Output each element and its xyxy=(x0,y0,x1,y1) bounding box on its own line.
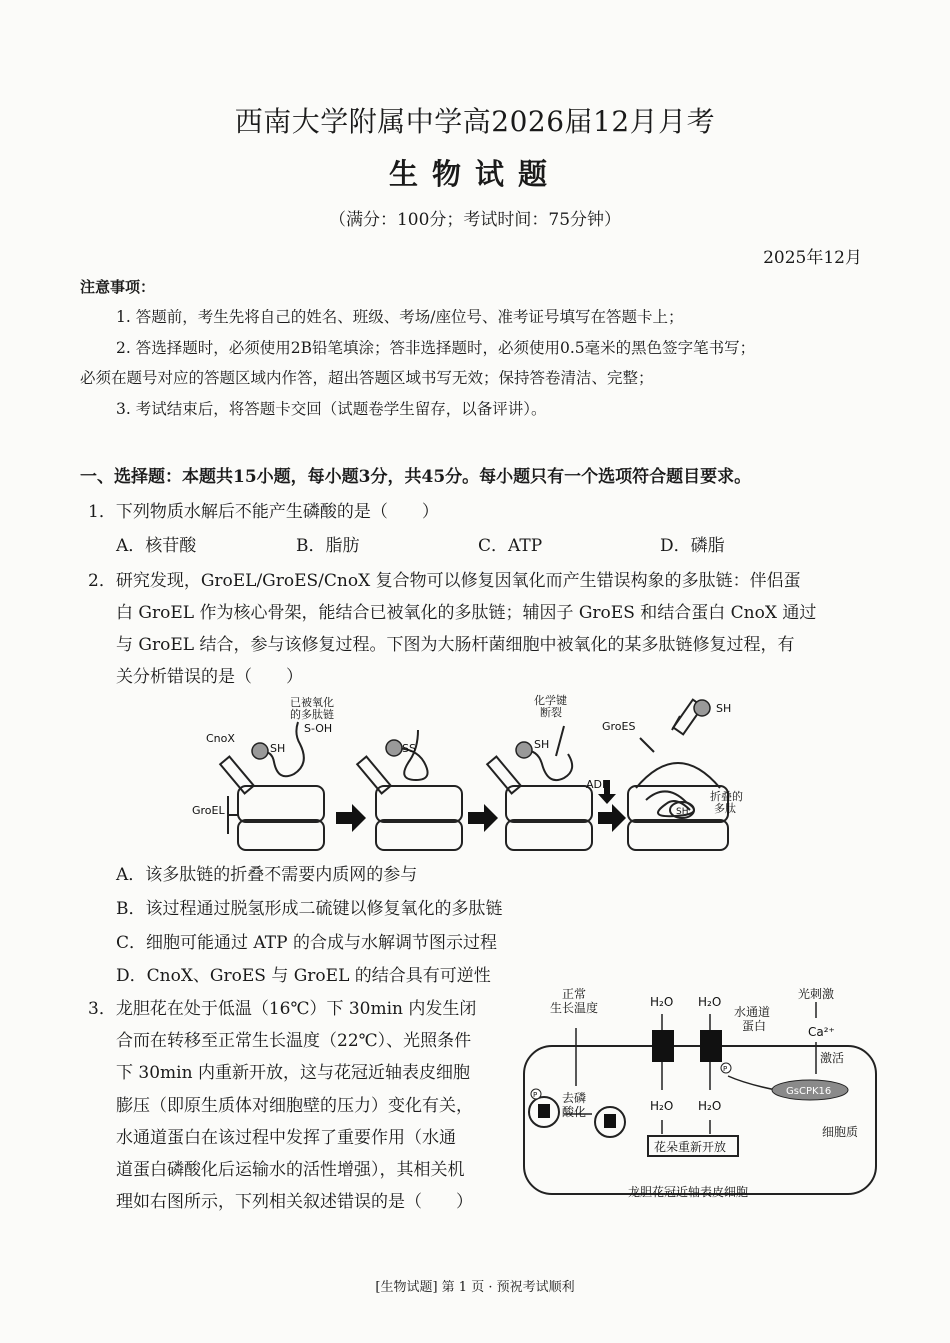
release-arrow xyxy=(672,716,680,730)
label-aquaporin: 蛋白 xyxy=(742,1019,767,1033)
label-groel: GroEL xyxy=(192,804,225,817)
aquaporin-closed xyxy=(652,1030,674,1062)
q1-option-d: D．磷脂 xyxy=(660,536,725,556)
groel-ring xyxy=(376,786,462,822)
q1-option-b: B．脂肪 xyxy=(296,536,360,556)
aquaporin-vesicle xyxy=(604,1114,616,1128)
label-bond: 化学键 xyxy=(534,694,567,707)
label-soh: S-OH xyxy=(304,722,333,735)
notice-heading: 注意事项： xyxy=(80,278,156,296)
q3-stem-line: 下 30min 内重新开放，这与花冠近轴表皮细胞 xyxy=(116,1063,470,1083)
label-dephos: 酸化 xyxy=(562,1105,587,1119)
process-arrow xyxy=(336,804,366,832)
label-reopen: 花朵重新开放 xyxy=(654,1140,727,1154)
label-h2o: H₂O xyxy=(698,995,722,1009)
groel-ring xyxy=(506,786,592,822)
aquaporin-vesicle xyxy=(538,1104,550,1118)
cell-membrane xyxy=(524,1046,876,1194)
label-cytoplasm: 细胞质 xyxy=(822,1125,859,1139)
q2-stem-line: 关分析错误的是（ ） xyxy=(116,667,303,687)
aquaporin-open xyxy=(700,1030,722,1062)
label-light: 光刺激 xyxy=(798,987,835,1001)
cnox-head xyxy=(694,700,710,716)
notice-item: 3. 考试结束后，将答题卡交回（试题卷学生留存，以备评讲）。 xyxy=(116,400,547,418)
q2-option-d: D．CnoX、GroES 与 GroEL 的结合具有可逆性 xyxy=(116,966,491,986)
q2-option-b: B．该过程通过脱氢形成二硫键以修复氧化的多肽链 xyxy=(116,899,503,919)
exam-title: 西南大学附属中学高2026届12月月考 xyxy=(234,105,716,138)
cnox-shape xyxy=(220,757,254,794)
cnox-shape xyxy=(487,757,521,794)
cnox-head xyxy=(516,742,532,758)
q2-stem-line: 与 GroEL 结合，参与该修复过程。下图为大肠杆菌细胞中被氧化的某多肽链修复过程，有 xyxy=(116,635,795,655)
label-cnox: CnoX xyxy=(206,732,235,745)
label-calcium: Ca²⁺ xyxy=(808,1025,835,1039)
label-bond: 断裂 xyxy=(540,706,562,719)
label-p: P xyxy=(533,1091,538,1099)
label-folded: 多肽 xyxy=(714,802,736,815)
groes-cap xyxy=(636,763,720,788)
groes-arrow xyxy=(640,738,654,752)
label-aquaporin: 水通道 xyxy=(734,1005,771,1019)
groel-ring xyxy=(238,786,324,822)
label-groes: GroES xyxy=(602,720,636,733)
label-sh: SH xyxy=(270,742,286,755)
label-h2o: H₂O xyxy=(650,1099,674,1113)
q2-option-a: A．该多肽链的折叠不需要内质网的参与 xyxy=(116,865,418,885)
notice-item: 必须在题号对应的答题区域内作答，超出答题区域书写无效；保持答卷清洁、完整； xyxy=(80,369,654,387)
label-h2o: H₂O xyxy=(650,995,674,1009)
label-dephos: 去磷 xyxy=(562,1091,587,1105)
label-normal-temp: 生长温度 xyxy=(550,1001,599,1015)
label-oxidized: 已被氧化 xyxy=(290,696,334,709)
q2-figure xyxy=(188,688,768,856)
label-oxidized: 的多肽链 xyxy=(290,708,334,721)
cnox-head xyxy=(386,740,402,756)
q3-stem-line: 水通道蛋白在该过程中发挥了重要作用（水通 xyxy=(116,1128,456,1148)
label-activate: 激活 xyxy=(820,1051,845,1065)
arrow-phosphorylate xyxy=(728,1076,776,1090)
q2-option-c: C．细胞可能通过 ATP 的合成与水解调节图示过程 xyxy=(116,933,497,953)
label-h2o: H₂O xyxy=(698,1099,722,1113)
exam-meta: （满分：100分；考试时间：75分钟） xyxy=(328,210,622,230)
cnox-shape xyxy=(357,757,391,794)
label-adp: ADP xyxy=(586,778,609,791)
page-footer: [生物试题] 第 1 页 · 预祝考试顺利 xyxy=(375,1280,575,1295)
notice-item: 1. 答题前，考生先将自己的姓名、班级、考场/座位号、准考证号填写在答题卡上； xyxy=(116,308,684,326)
label-gscpk16: GsCPK16 xyxy=(786,1086,832,1097)
label-sh: SH xyxy=(716,702,732,715)
figure-caption: 龙胆花冠近轴表皮细胞 xyxy=(628,1185,749,1199)
q3-stem-line: 膨压（即原生质体对细胞壁的压力）变化有关， xyxy=(116,1096,473,1116)
label-sh: SH xyxy=(534,738,550,751)
q3-stem-line: 理如右图所示，下列相关叙述错误的是（ ） xyxy=(116,1192,473,1212)
label-sh: SH xyxy=(676,807,689,817)
cnox-head xyxy=(252,743,268,759)
groel-ring xyxy=(628,820,728,850)
label-ss: SS xyxy=(402,742,416,755)
q3-stem-line: 合而在转移至正常生长温度（22℃）、光照条件 xyxy=(116,1031,472,1051)
groel-ring xyxy=(506,820,592,850)
q3-figure xyxy=(516,984,892,1204)
q2-stem-line: 白 GroEL 作为核心骨架，能结合已被氧化的多肽链；辅因子 GroES 和结合蛋白 CnoX 通过 xyxy=(116,603,817,623)
exam-date: 2025年12月 xyxy=(763,248,862,268)
process-arrow xyxy=(468,804,498,832)
polypeptide-chain xyxy=(556,726,564,756)
process-arrow xyxy=(598,804,626,832)
q2-stem-line: 2．研究发现，GroEL/GroES/CnoX 复合物可以修复因氧化而产生错误构象的多肽链：伴侣蛋 xyxy=(88,571,801,591)
label-folded: 折叠的 xyxy=(710,790,743,803)
label-normal-temp: 正常 xyxy=(562,987,587,1001)
q3-stem-line: 道蛋白磷酸化后运输水的活性增强），其相关机 xyxy=(116,1160,465,1180)
q3-stem-line: 3．龙胆花在处于低温（16℃）下 30min 内发生闭 xyxy=(88,999,477,1019)
subject-title: 生物试题 xyxy=(388,157,561,191)
section-heading: 一、选择题：本题共15小题，每小题3分，共45分。每小题只有一个选项符合题目要求。 xyxy=(80,467,752,487)
groel-ring xyxy=(376,820,462,850)
notice-item: 2. 答选择题时，必须使用2B铅笔填涂；答非选择题时，必须使用0.5毫米的黑色签字笔书写； xyxy=(116,339,756,357)
q1-option-c: C．ATP xyxy=(478,536,543,556)
q1-stem: 1．下列物质水解后不能产生磷酸的是（ ） xyxy=(88,502,439,522)
groel-ring xyxy=(238,820,324,850)
label-p: P xyxy=(723,1065,728,1073)
q1-option-a: A．核苷酸 xyxy=(116,536,197,556)
